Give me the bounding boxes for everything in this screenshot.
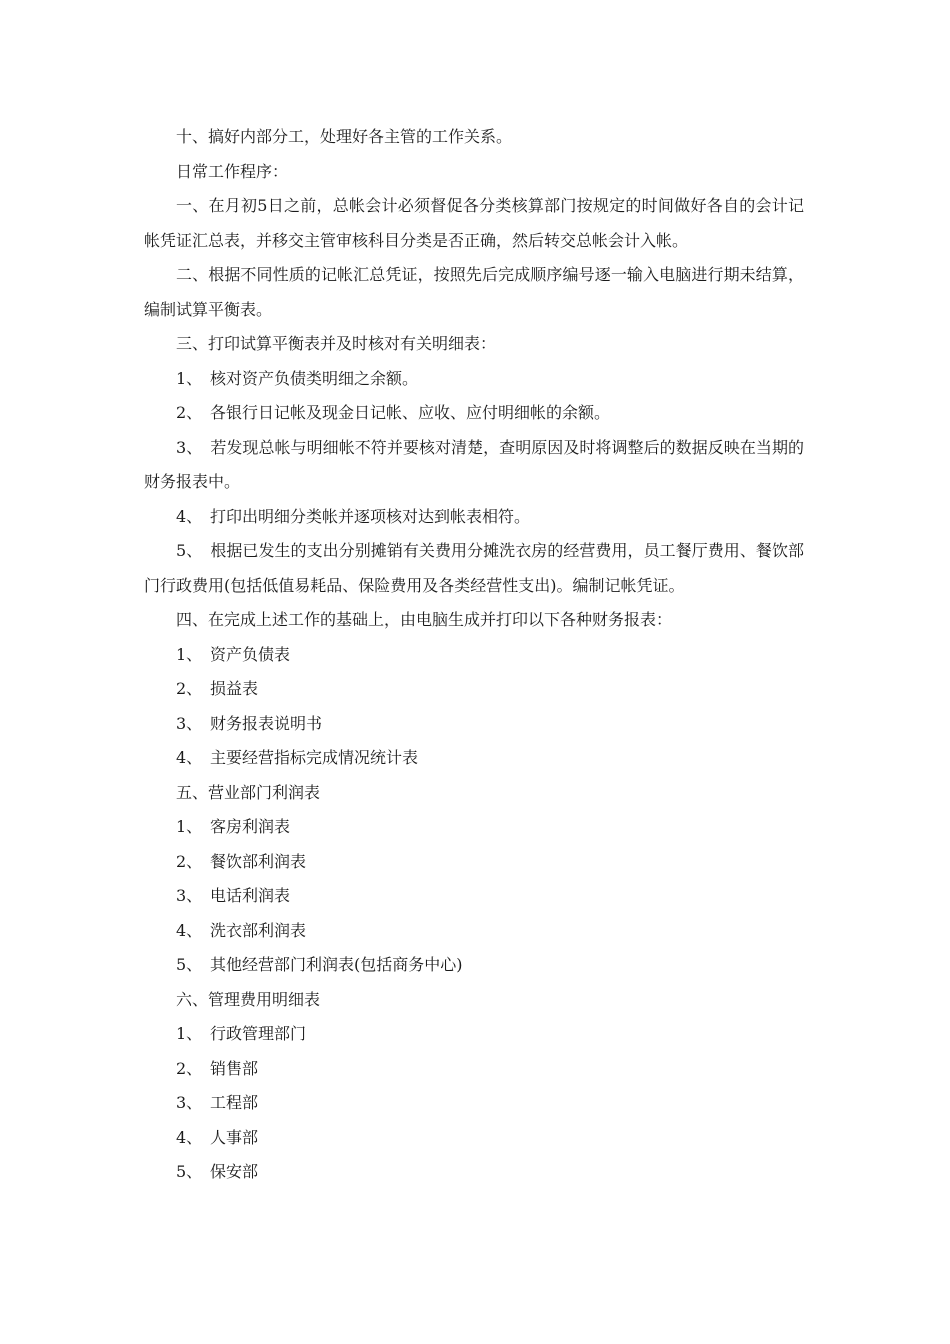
list-item-text: 电话利润表 [210, 886, 291, 905]
list-item [144, 1052, 804, 1087]
list-item-number: 1、 [176, 817, 203, 836]
list-item-text: 客房利润表 [210, 817, 291, 836]
list-item [144, 500, 804, 535]
list-item-number: 2、 [176, 679, 203, 698]
list-item-number: 4、 [176, 1127, 203, 1147]
document-body [144, 120, 804, 1190]
list-item-text: 洗衣部利润表 [210, 920, 307, 940]
list-item-text: 保安部 [210, 1162, 259, 1181]
paragraph: 二、根据不同性质的记帐汇总凭证，按照先后完成顺序编号逐一输入电脑进行期未结算，编制试算平衡表。 [144, 265, 804, 319]
list-item [144, 845, 804, 880]
list-item-number: 1、 [176, 644, 203, 664]
list-item-text: 损益表 [210, 679, 259, 698]
list-item-number: 2、 [176, 403, 203, 422]
list-item [144, 741, 804, 776]
paragraph: 五、营业部门利润表 [176, 782, 321, 802]
list-item [144, 672, 804, 707]
list-item-number: 4、 [176, 748, 203, 767]
list-item-text: 各银行日记帐及现金日记帐、应收、应付明细帐的余额。 [210, 403, 611, 422]
list-item-text: 核对资产负债类明细之余额。 [210, 368, 419, 388]
paragraph: 3、 若发现总帐与明细帐不符并要核对清楚，查明原因及时将调整后的数据反映在当期的财务报表中。 [144, 437, 804, 491]
list-item-text: 资产负债表 [210, 644, 291, 664]
list-item [144, 396, 804, 431]
list-item-text: 主要经营指标完成情况统计表 [210, 748, 419, 767]
list-item-number: 3、 [176, 713, 203, 733]
list-item [144, 1017, 804, 1052]
list-item-text: 人事部 [210, 1127, 259, 1147]
paragraph: 三、打印试算平衡表并及时核对有关明细表： [176, 334, 497, 353]
list-item [144, 1086, 804, 1121]
list-item-number: 3、 [176, 886, 203, 905]
list-item-number: 1、 [176, 1024, 203, 1043]
list-item-text: 财务报表说明书 [210, 713, 323, 733]
list-item-text: 餐饮部利润表 [210, 851, 307, 871]
list-item-number: 4、 [176, 506, 203, 526]
paragraph: 四、在完成上述工作的基础上，由电脑生成并打印以下各种财务报表： [176, 610, 673, 629]
list-item [144, 1121, 804, 1156]
list-item [144, 638, 804, 673]
list-item-text: 打印出明细分类帐并逐项核对达到帐表相符。 [210, 506, 531, 526]
list-item-number: 3、 [176, 1093, 203, 1112]
list-item-number: 5、 [176, 1162, 203, 1181]
list-item [144, 362, 804, 397]
list-item-number: 5、 [176, 955, 203, 974]
list-item-number: 4、 [176, 920, 203, 940]
list-item [144, 948, 804, 983]
list-item-text: 行政管理部门 [210, 1024, 307, 1043]
list-item [144, 1155, 804, 1190]
list-item [144, 810, 804, 845]
paragraph: 5、 根据已发生的支出分别摊销有关费用分摊洗衣房的经营费用，员工餐厅费用、餐饮部门行政费用(包括低值易耗品、保险费用及各类经营性支出)。编制记帐凭证。 [144, 541, 804, 595]
list-item [144, 914, 804, 949]
paragraph: 日常工作程序： [176, 161, 289, 181]
paragraph: 一、在月初5日之前，总帐会计必须督促各分类核算部门按规定的时间做好各自的会计记帐凭证汇总表，并移交主管审核科目分类是否正确，然后转交总帐会计入帐。 [144, 196, 804, 250]
list-item-text: 销售部 [210, 1058, 259, 1078]
paragraph: 十、搞好内部分工，处理好各主管的工作关系。 [176, 127, 513, 146]
list-item-text: 其他经营部门利润表(包括商务中心) [210, 955, 463, 974]
list-item-number: 2、 [176, 851, 203, 871]
list-item [144, 707, 804, 742]
list-item-number: 2、 [176, 1058, 203, 1078]
list-item-number: 1、 [176, 368, 203, 388]
list-item-text: 工程部 [210, 1093, 259, 1112]
list-item [144, 879, 804, 914]
paragraph: 六、管理费用明细表 [176, 989, 321, 1009]
